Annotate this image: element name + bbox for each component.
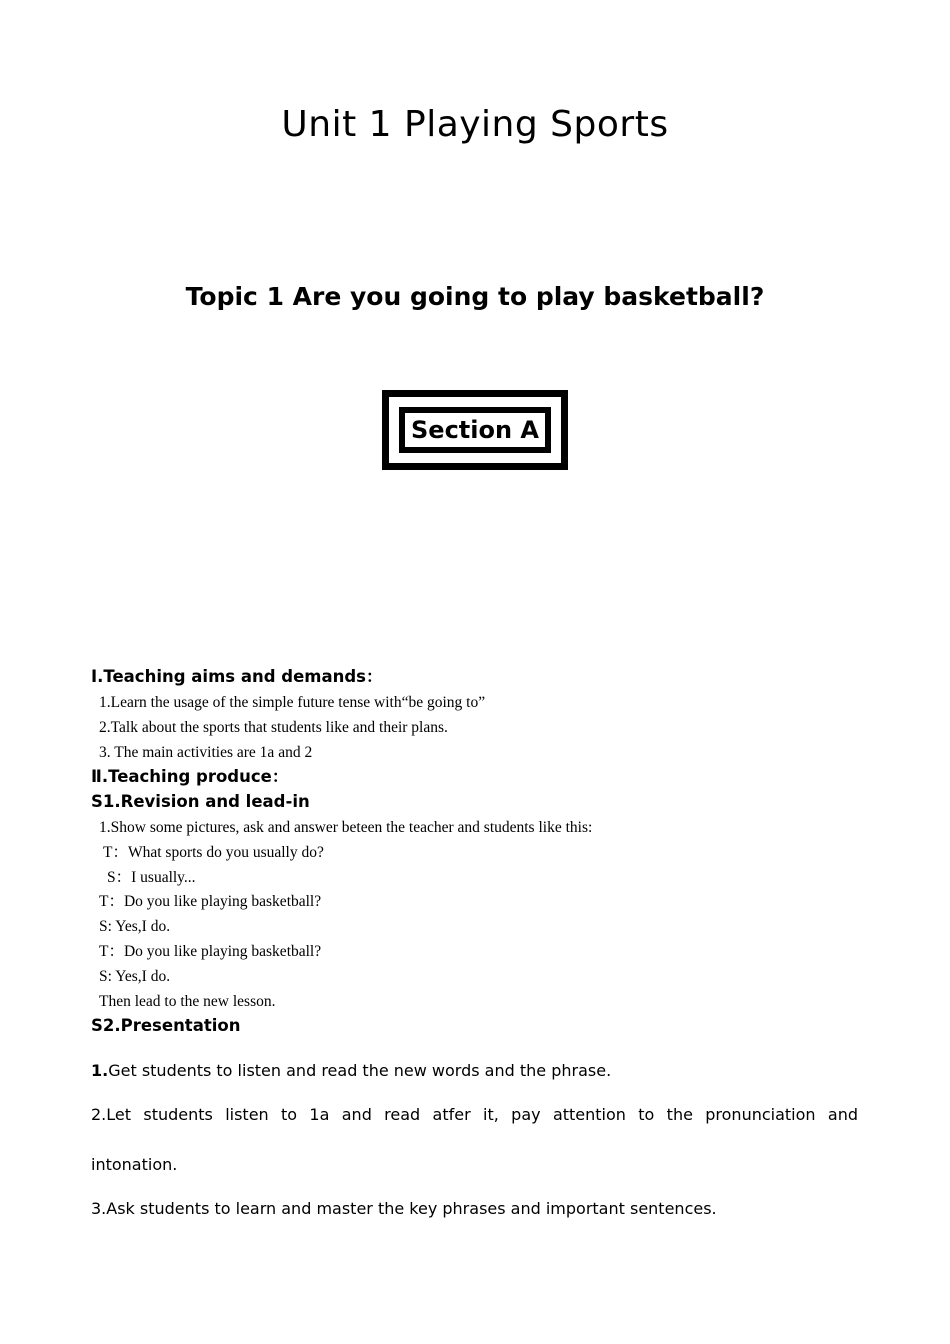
s1-line: 1.Show some pictures, ask and answer beteen the teacher and students like this: [99, 819, 593, 836]
topic-title: Topic 1 Are you going to play basketball? [185, 282, 765, 311]
s2-item-2-line-2: intonation. [91, 1155, 178, 1174]
dialogue-line: S: Yes,I do. [99, 968, 171, 985]
aims-item: 2.Talk about the sports that students like and their plans. [99, 719, 448, 736]
s2-heading: S2.Presentation [91, 1016, 241, 1035]
s1-line: Then lead to the new lesson. [99, 993, 276, 1010]
s2-item-1-text: Get students to listen and read the new words and the phrase. [108, 1061, 612, 1080]
s2-item-1 [91, 1060, 611, 1082]
unit-title: Unit 1 Playing Sports [281, 104, 669, 145]
s2-item-2-line-1: 2.Let students listen to 1a and read atfer it, pay attention to the pronunciation and [91, 1105, 858, 1124]
dialogue-line: S：I usually... [107, 869, 196, 886]
aims-item: 3. The main activities are 1a and 2 [99, 744, 313, 761]
s1-heading: S1.Revision and lead-in [91, 792, 310, 811]
section-label: Section A [411, 416, 539, 444]
dialogue-line: T：What sports do you usually do? [103, 844, 324, 861]
aims-item: 1.Learn the usage of the simple future tense with“be going to” [99, 694, 486, 711]
dialogue-line: T：Do you like playing basketball? [99, 943, 322, 960]
s2-item-3: 3.Ask students to learn and master the key phrases and important sentences. [91, 1199, 717, 1218]
aims-heading: Ⅰ.Teaching aims and demands： [91, 667, 383, 686]
s2-item-1-number: 1. [91, 1061, 109, 1080]
dialogue-line: S: Yes,I do. [99, 918, 171, 935]
dialogue-line: T：Do you like playing basketball? [99, 893, 322, 910]
produce-heading: Ⅱ.Teaching produce： [91, 767, 289, 786]
